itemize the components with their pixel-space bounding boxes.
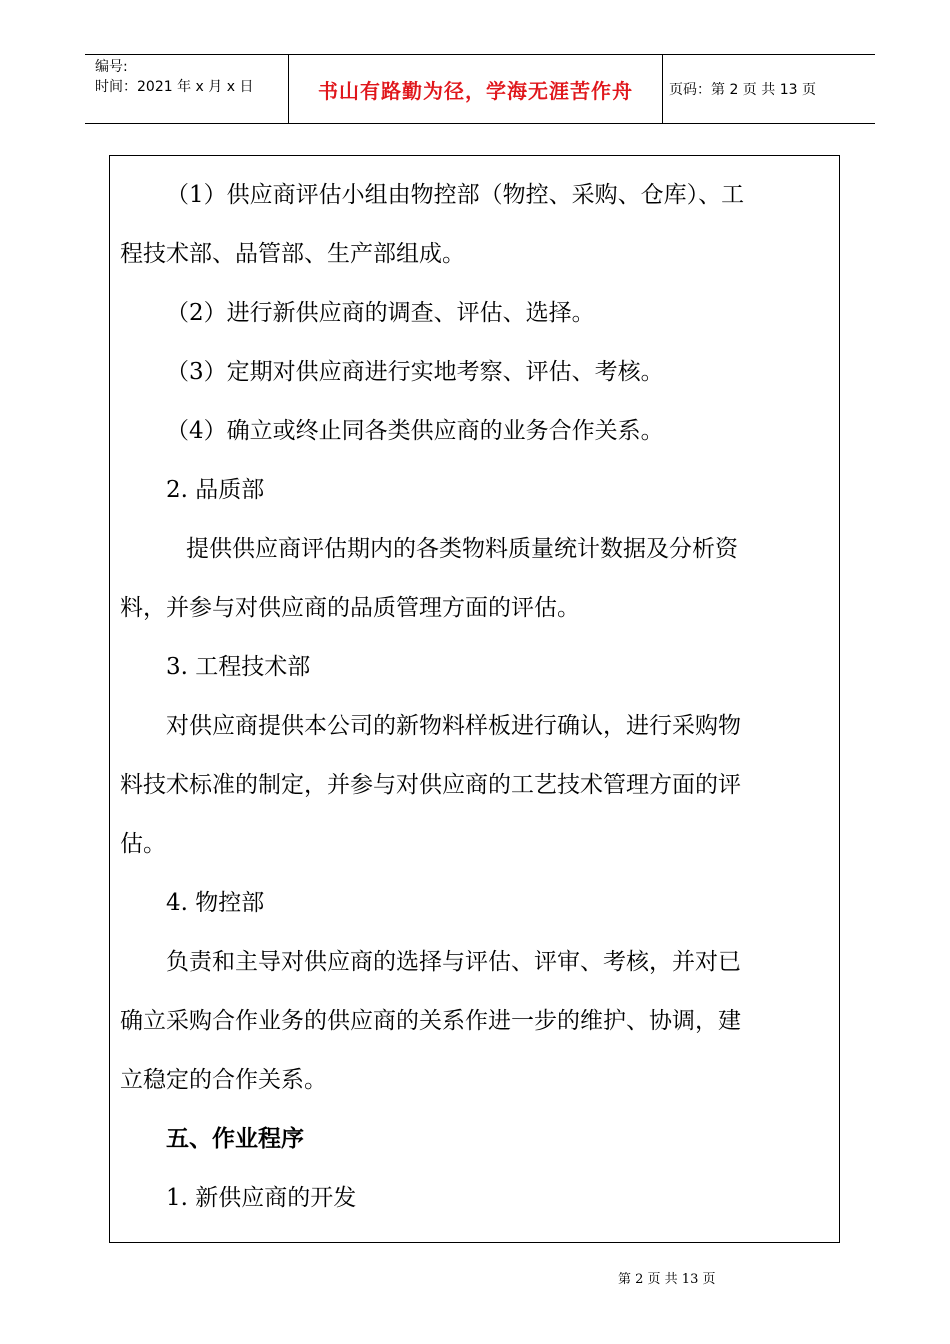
body-line: （1）供应商评估小组由物控部（物控、采购、仓库）、工	[166, 182, 745, 208]
body-line: 程技术部、品管部、生产部组成。	[120, 241, 465, 267]
body-line: （4）确立或终止同各类供应商的业务合作关系。	[166, 418, 664, 444]
body-line: 对供应商提供本公司的新物料样板进行确认，进行采购物	[166, 713, 741, 739]
body-line: 负责和主导对供应商的选择与评估、评审、考核，并对已	[166, 949, 741, 975]
page-header	[85, 54, 875, 124]
body-line: 估。	[120, 831, 166, 857]
section-title: 4. 物控部	[166, 890, 265, 916]
doc-time-label: 时间：2021 年 x 月 x 日	[95, 79, 254, 95]
body-line: （2）进行新供应商的调查、评估、选择。	[166, 300, 595, 326]
body-line: 料技术标准的制定，并参与对供应商的工艺技术管理方面的评	[120, 772, 741, 798]
doc-number-label: 编号:	[95, 59, 128, 75]
body-line: （3）定期对供应商进行实地考察、评估、考核。	[166, 359, 664, 385]
content-box	[109, 155, 840, 1243]
body-line: 料，并参与对供应商的品质管理方面的评估。	[120, 595, 580, 621]
body-line: 确立采购合作业务的供应商的关系作进一步的维护、协调，建	[120, 1008, 741, 1034]
chapter-heading: 五、作业程序	[166, 1126, 304, 1152]
section-title: 2. 品质部	[166, 477, 265, 503]
header-page-number: 页码：第 2 页 共 13 页	[669, 82, 816, 98]
header-motto: 书山有路勤为径，学海无涯苦作舟	[288, 55, 663, 123]
section-title: 3. 工程技术部	[166, 654, 311, 680]
page-footer: 第 2 页 共 13 页	[618, 1272, 716, 1287]
body-line: 提供供应商评估期内的各类物料质量统计数据及分析资	[186, 536, 738, 562]
header-meta	[95, 57, 285, 97]
body-line: 立稳定的合作关系。	[120, 1067, 327, 1093]
section-title: 1. 新供应商的开发	[166, 1185, 357, 1211]
